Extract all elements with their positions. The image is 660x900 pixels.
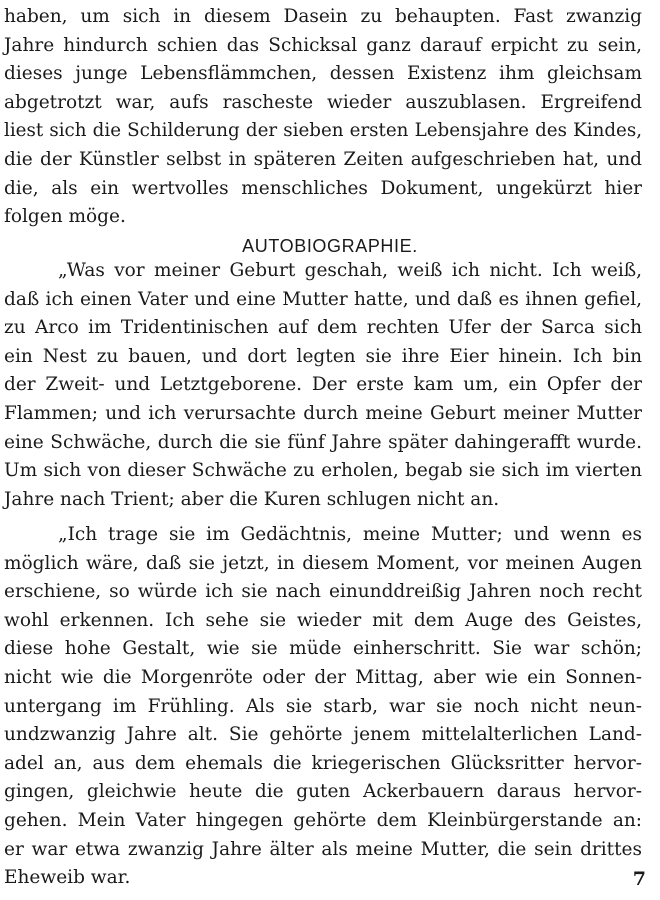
text-line: „Was vor meiner Geburt geschah, weiß ich nicht. Ich weiß, [58,260,642,281]
text-line: diese hohe Gestalt, wie sie müde einherschritt. Sie war schön; [4,638,642,660]
text-line: möglich wäre, daß sie jetzt, in diesem Moment, vor meinen Augen [4,552,642,574]
text-line: er war etwa zwanzig Jahre älter als meine Mutter, die sein drittes [4,838,642,860]
text-line: liest sich die Schilderung der sieben ersten Lebensjahre des Kindes, [4,120,642,142]
text-line: adel an, aus dem ehemals die kriegerischen Glücksritter hervor- [4,752,642,774]
text-line: wohl erkennen. Ich sehe sie wieder mit dem Auge des Geistes, [4,609,642,631]
text-line: „Ich trage sie im Gedächtnis, meine Mutter; und wenn es [58,524,642,545]
text-line: dieses junge Lebensflämmchen, dessen Existenz ihm gleichsam [4,63,642,85]
page-number: 7 [632,868,646,890]
text-line: ein Nest zu bauen, und dort legten sie ihre Eier hinein. Ich bin [4,345,642,367]
text-line: undzwanzig Jahre alt. Sie gehörte jenem mittelalterlichen Land- [4,724,642,746]
text-line: eine Schwäche, durch die sie fünf Jahre später dahingerafft wurde. [4,431,642,453]
text-line: der Zweit- und Letztgeborene. Der erste kam um, ein Opfer der [4,374,642,396]
text-line: Flammen; und ich verursachte durch meine Geburt meiner Mutter [4,403,642,424]
text-line: nicht wie die Morgenröte oder der Mittag, aber wie ein Sonnen- [4,667,642,688]
text-line: Jahre hindurch schien das Schicksal ganz darauf erpicht zu sein, [4,34,642,56]
text-line: zu Arco im Tridentinischen auf dem rechten Ufer der Sarca sich [4,317,642,339]
text-line: die, als ein wertvolles menschliches Dokument, ungekürzt hier [4,177,642,199]
text-line: untergang im Frühling. Als sie starb, war sie noch nicht neun- [4,695,642,717]
text-line: gingen, gleichwie heute die guten Ackerbauern daraus hervor- [4,781,642,803]
text-line: daß ich einen Vater und eine Mutter hatte, und daß es ihnen gefiel, [4,288,642,310]
section-heading: AUTOBIOGRAPHIE. [242,236,418,256]
text-line: abgetrotzt war, aufs rascheste wieder auszublasen. Ergreifend [4,91,642,113]
text-line: gehen. Mein Vater hingegen gehörte dem Kleinbürgerstande an: [4,810,642,831]
text-line: Eheweib war. [4,867,131,889]
text-line: erschiene, so würde ich sie nach einunddreißig Jahren noch recht [4,581,642,603]
text-line: Jahre nach Trient; aber die Kuren schlugen nicht an. [4,488,500,510]
text-line: Um sich von dieser Schwäche zu erholen, begab sie sich im vierten [4,460,642,482]
text-line: haben, um sich in diesem Dasein zu behaupten. Fast zwanzig [4,6,642,27]
text-line: die der Künstler selbst in späteren Zeiten aufgeschrieben hat, und [4,149,642,170]
text-line: folgen möge. [4,206,126,228]
